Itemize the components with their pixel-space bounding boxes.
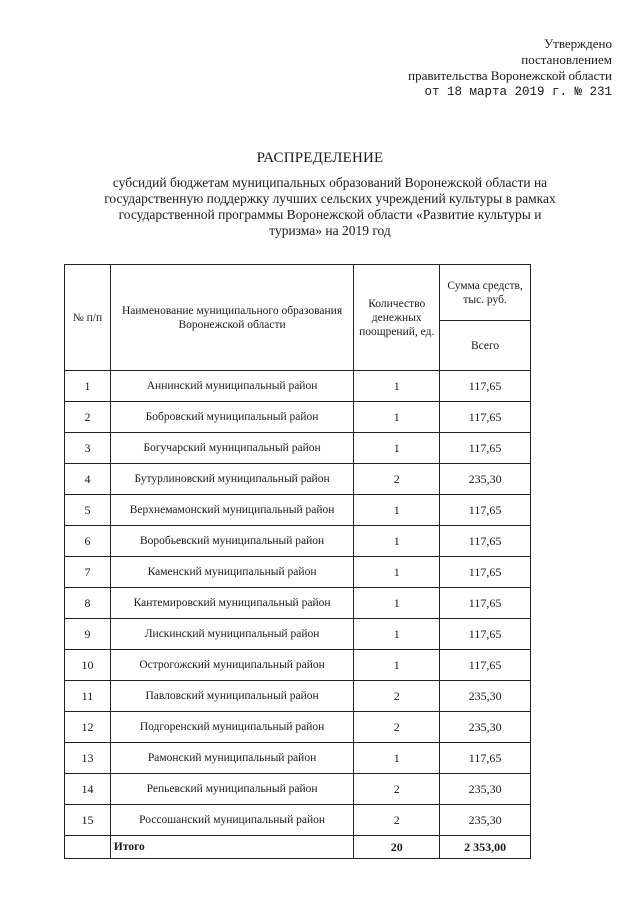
row-count: 2	[354, 681, 440, 712]
table-row	[65, 650, 531, 681]
row-sum: 235,30	[440, 712, 531, 743]
row-count: 1	[354, 526, 440, 557]
row-sum: 117,65	[440, 619, 531, 650]
row-number: 2	[65, 402, 111, 433]
row-count: 1	[354, 588, 440, 619]
row-name: Подгоренский муниципальный район	[110, 712, 353, 743]
table-row	[65, 588, 531, 619]
total-label: Итого	[110, 836, 353, 859]
row-count: 2	[354, 774, 440, 805]
row-name: Репьевский муниципальный район	[110, 774, 353, 805]
row-sum: 117,65	[440, 650, 531, 681]
row-number: 5	[65, 495, 111, 526]
row-number: 1	[65, 371, 111, 402]
row-count: 1	[354, 433, 440, 464]
document-subtitle: субсидий бюджетам муниципальных образований Воронежской области на государственную поддержку лучших сельских учреждений культуры в рамках государственной программы Воронежской области «Развитие культуры и туризма» на 2019 год	[104, 175, 556, 238]
total-row	[65, 836, 531, 859]
header-count: Количество денежных поощрений, ед.	[354, 265, 440, 371]
row-count: 1	[354, 557, 440, 588]
header-name: Наименование муниципального образования Воронежской области	[110, 265, 353, 371]
row-count: 1	[354, 650, 440, 681]
row-name: Воробьевский муниципальный район	[110, 526, 353, 557]
document-heading: РАСПРЕДЕЛЕНИЕ	[256, 150, 384, 166]
approval-line-approved: Утверждено	[543, 36, 612, 51]
total-sum: 2 353,00	[440, 836, 531, 859]
table-row	[65, 557, 531, 588]
row-number: 15	[65, 805, 111, 836]
approval-line-government: правительства Воронежской области	[408, 68, 612, 83]
row-number: 6	[65, 526, 111, 557]
row-count: 2	[354, 464, 440, 495]
table-row	[65, 743, 531, 774]
row-count: 2	[354, 712, 440, 743]
row-sum: 235,30	[440, 805, 531, 836]
header-num: № п/п	[65, 265, 111, 371]
row-sum: 235,30	[440, 464, 531, 495]
total-count: 20	[354, 836, 440, 859]
approval-line-decree: постановлением	[521, 52, 612, 67]
row-name: Острогожский муниципальный район	[110, 650, 353, 681]
total-empty-cell	[65, 836, 111, 859]
table-row	[65, 495, 531, 526]
row-number: 9	[65, 619, 111, 650]
row-name: Бутурлиновский муниципальный район	[110, 464, 353, 495]
header-sum: Сумма средств, тыс. руб.	[440, 265, 531, 321]
row-number: 7	[65, 557, 111, 588]
row-name: Верхнемамонский муниципальный район	[110, 495, 353, 526]
table-row	[65, 774, 531, 805]
approval-stamp	[408, 36, 612, 100]
row-name: Богучарский муниципальный район	[110, 433, 353, 464]
row-sum: 117,65	[440, 588, 531, 619]
row-count: 1	[354, 402, 440, 433]
header-sum-total: Всего	[440, 321, 531, 371]
row-number: 12	[65, 712, 111, 743]
table-row	[65, 712, 531, 743]
table-row	[65, 433, 531, 464]
row-sum: 117,65	[440, 495, 531, 526]
row-number: 8	[65, 588, 111, 619]
row-sum: 235,30	[440, 681, 531, 712]
row-sum: 117,65	[440, 371, 531, 402]
row-name: Россошанский муниципальный район	[110, 805, 353, 836]
table-row	[65, 681, 531, 712]
row-sum: 117,65	[440, 526, 531, 557]
approval-line-date: от 18 марта 2019 г. № 231	[424, 85, 612, 99]
table-body	[65, 371, 531, 859]
row-count: 1	[354, 371, 440, 402]
table-row	[65, 464, 531, 495]
row-sum: 117,65	[440, 402, 531, 433]
row-count: 2	[354, 805, 440, 836]
row-sum: 235,30	[440, 774, 531, 805]
row-name: Павловский муниципальный район	[110, 681, 353, 712]
row-name: Каменский муниципальный район	[110, 557, 353, 588]
table-row	[65, 402, 531, 433]
row-sum: 117,65	[440, 557, 531, 588]
row-name: Кантемировский муниципальный район	[110, 588, 353, 619]
row-number: 3	[65, 433, 111, 464]
distribution-table	[64, 264, 531, 859]
table-row	[65, 805, 531, 836]
row-name: Рамонский муниципальный район	[110, 743, 353, 774]
row-number: 13	[65, 743, 111, 774]
row-name: Лискинский муниципальный район	[110, 619, 353, 650]
row-count: 1	[354, 495, 440, 526]
row-name: Бобровский муниципальный район	[110, 402, 353, 433]
row-count: 1	[354, 619, 440, 650]
table-row	[65, 619, 531, 650]
row-sum: 117,65	[440, 433, 531, 464]
row-number: 4	[65, 464, 111, 495]
table-row	[65, 371, 531, 402]
table-row	[65, 526, 531, 557]
row-sum: 117,65	[440, 743, 531, 774]
row-name: Аннинский муниципальный район	[110, 371, 353, 402]
row-number: 11	[65, 681, 111, 712]
row-number: 14	[65, 774, 111, 805]
row-number: 10	[65, 650, 111, 681]
row-count: 1	[354, 743, 440, 774]
